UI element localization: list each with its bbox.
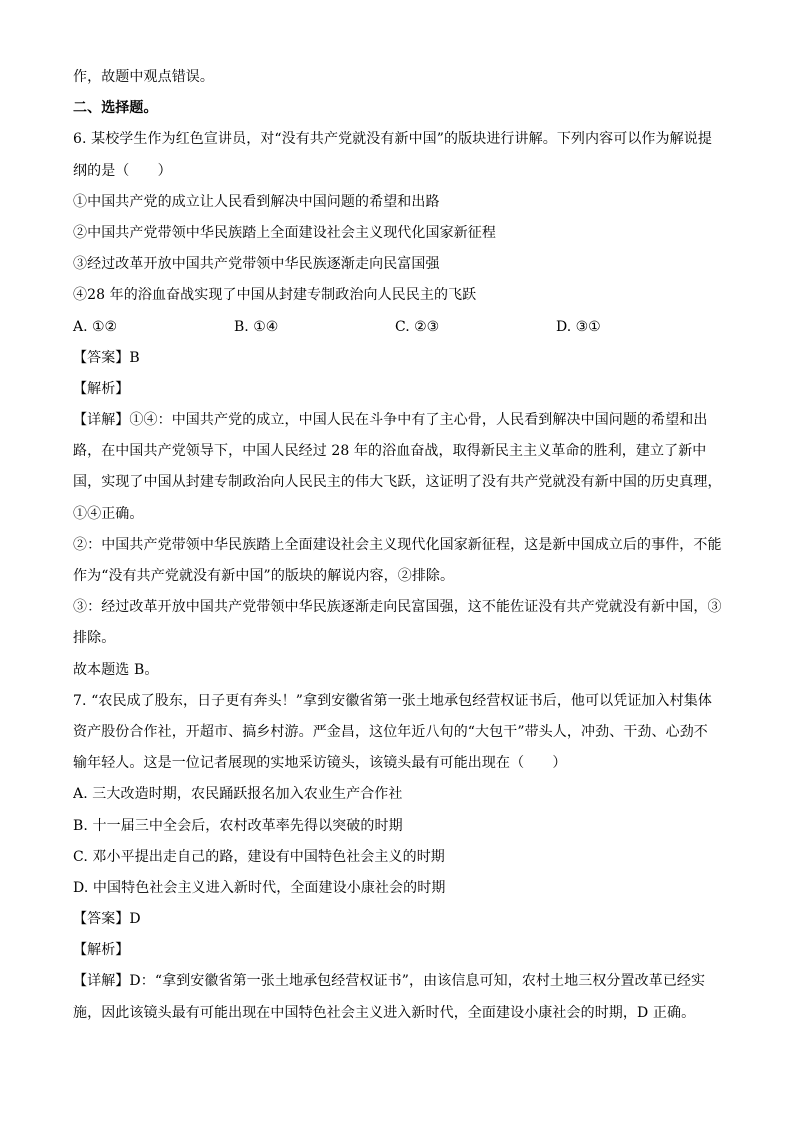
q7-option-b: B. 十一届三中全会后，农村改革率先得以突破的时期 — [73, 817, 403, 834]
q7-option-c: C. 邓小平提出走自己的路，建设有中国特色社会主义的时期 — [73, 848, 445, 865]
q6-option-c: C. ②③ — [395, 318, 440, 335]
q7-explanation: 【详解】D：“拿到安徽省第一张土地承包经营权证书”，由该信息可知，农村土地三权分置改革已经实 — [73, 973, 706, 990]
section-heading: 二、选择题。 — [73, 100, 158, 117]
q6-explanation: ②：中国共产党带领中华民族踏上全面建设社会主义现代化国家新征程，这是新中国成立后的事件，不能 — [73, 536, 722, 553]
q6-statement-3: ③经过改革开放中国共产党带领中华民族逐渐走向民富国强 — [73, 256, 440, 273]
q6-statement-1: ①中国共产党的成立让人民看到解决中国问题的希望和出路 — [73, 193, 440, 210]
q6-explanation: 【详解】①④：中国共产党的成立，中国人民在斗争中有了主心骨，人民看到解决中国问题的希望和出 — [73, 412, 708, 429]
q6-explanation: 路，在中国共产党领导下，中国人民经过 28 年的浴血奋战，取得新民主主义革命的胜利，建立了新中 — [73, 443, 707, 460]
q6-options — [73, 312, 723, 343]
question-6-stem: 6. 某校学生作为红色宣讲员，对“没有共产党就没有新中国”的版块进行讲解。下列内容可以作为解说提 — [73, 131, 712, 148]
question-6-stem-cont: 纲的是（ ） — [73, 162, 172, 179]
q6-analysis-label: 【解析】 — [73, 380, 130, 397]
q7-explanation: 施，因此该镜头最有可能出现在中国特色社会主义进入新时代，全面建设小康社会的时期，D 正确。 — [73, 1004, 696, 1021]
q6-explanation: ①④正确。 — [73, 505, 144, 522]
q6-statement-2: ②中国共产党带领中华民族踏上全面建设社会主义现代化国家新征程 — [73, 224, 496, 241]
q6-answer: 【答案】B — [73, 349, 140, 366]
question-7-stem: 7. “农民成了股东，日子更有奔头！”拿到安徽省第一张土地承包经营权证书后，他可以凭证加入村集体 — [73, 692, 712, 709]
q6-explanation: 作为“没有共产党就没有新中国”的版块的解说内容，②排除。 — [73, 568, 455, 584]
q6-option-a: A. ①② — [73, 318, 118, 335]
q7-option-d: D. 中国特色社会主义进入新时代，全面建设小康社会的时期 — [73, 879, 446, 896]
document-page — [73, 62, 723, 1029]
text-line: 作，故题中观点错误。 — [73, 69, 214, 85]
question-7-stem-cont: 输年轻人。这是一位记者展现的实地采访镜头，该镜头最有可能出现在（ ） — [73, 755, 567, 772]
q6-option-b: B. ①④ — [234, 318, 279, 335]
q6-explanation: ③：经过改革开放中国共产党带领中华民族逐渐走向民富国强，这不能佐证没有共产党就没有新中国，③ — [73, 599, 722, 616]
q7-answer: 【答案】D — [73, 911, 141, 928]
q6-explanation: 排除。 — [73, 630, 116, 647]
q6-option-d: D. ③① — [556, 318, 601, 335]
question-7-stem-cont: 资产股份合作社，开超市、搞乡村游。严金昌，这位年近八旬的“大包干”带头人，冲劲、干劲、心劲不 — [73, 723, 708, 740]
q6-explanation: 国，实现了中国从封建专制政治向人民民主的伟大飞跃，这证明了没有共产党就没有新中国的历史真理， — [73, 474, 722, 491]
q7-option-a: A. 三大改造时期，农民踊跃报名加入农业生产合作社 — [73, 786, 403, 803]
q7-analysis-label: 【解析】 — [73, 942, 130, 959]
q6-statement-4: ④28 年的浴血奋战实现了中国从封建专制政治向人民民主的飞跃 — [73, 287, 477, 304]
q6-conclusion: 故本题选 B。 — [73, 661, 159, 678]
